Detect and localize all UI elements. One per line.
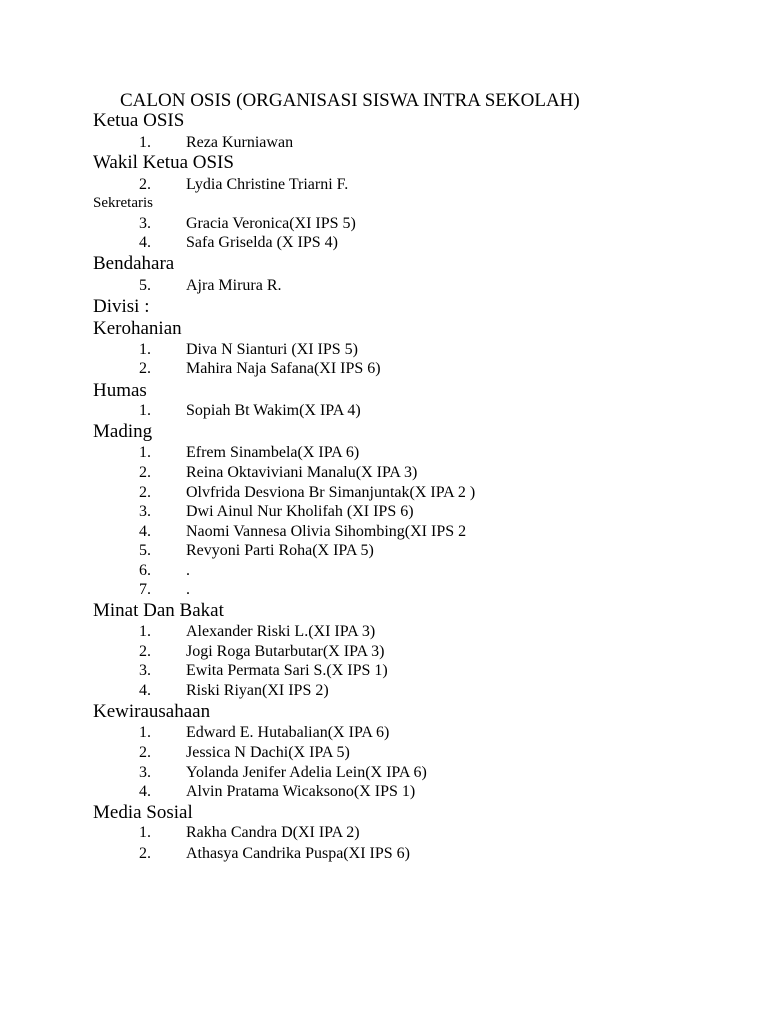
section-heading: Minat Dan Bakat [93,600,224,621]
candidate-name: Ewita Permata Sari S.(X IPS 1) [186,662,388,679]
candidate-name: Athasya Candrika Puspa(XI IPS 6) [186,845,410,862]
section-heading: Divisi : [93,296,150,317]
section-heading: Media Sosial [93,802,193,823]
item-number: 3. [139,503,151,520]
item-number: 4. [139,783,151,800]
candidate-name: Alexander Riski L.(XI IPA 3) [186,623,376,640]
candidate-name: Mahira Naja Safana(XI IPS 6) [186,360,381,377]
item-number: 1. [139,623,151,640]
section-heading: Wakil Ketua OSIS [93,152,234,173]
candidate-name: Revyoni Parti Roha(X IPA 5) [186,542,374,559]
section-heading: Bendahara [93,253,175,274]
candidate-name: Riski Riyan(XI IPS 2) [186,682,329,699]
candidate-name: Olvfrida Desviona Br Simanjuntak(X IPA 2 ) [186,484,476,501]
item-number: 3. [139,215,151,232]
candidate-name: Ajra Mirura R. [186,277,282,294]
item-number: 2. [139,176,151,193]
candidate-name: Gracia Veronica(XI IPS 5) [186,215,356,232]
candidate-name: Naomi Vannesa Olivia Sihombing(XI IPS 2 [186,523,467,540]
section-heading: Ketua OSIS [93,110,185,131]
candidate-name: Sopiah Bt Wakim(X IPA 4) [186,402,361,419]
item-number: 5. [139,542,151,559]
item-number: 2. [139,360,151,377]
candidate-name: Reza Kurniawan [186,134,294,151]
candidate-name: Yolanda Jenifer Adelia Lein(X IPA 6) [186,764,427,781]
item-number: 1. [139,134,151,151]
item-number: 6. [139,562,151,579]
candidate-name: . [186,581,190,598]
section-heading: Humas [93,380,147,401]
item-number: 2. [139,744,151,761]
candidate-name: Jessica N Dachi(X IPA 5) [186,744,350,761]
candidate-name: Safa Griselda (X IPS 4) [186,234,338,251]
candidate-name: Rakha Candra D(XI IPA 2) [186,824,360,841]
section-heading: Kerohanian [93,318,182,339]
candidate-name: Edward E. Hutabalian(X IPA 6) [186,724,390,741]
candidate-name: . [186,562,190,579]
candidate-name: Diva N Sianturi (XI IPS 5) [186,341,358,358]
item-number: 3. [139,662,151,679]
item-number: 1. [139,402,151,419]
item-number: 3. [139,764,151,781]
item-number: 4. [139,523,151,540]
item-number: 2. [139,464,151,481]
item-number: 2. [139,484,151,501]
item-number: 2. [139,845,151,862]
item-number: 5. [139,277,151,294]
item-number: 1. [139,824,151,841]
candidate-name: Alvin Pratama Wicaksono(X IPS 1) [186,783,416,800]
item-number: 7. [139,581,151,598]
candidate-name: Lydia Christine Triarni F. [186,176,349,193]
item-number: 2. [139,643,151,660]
item-number: 1. [139,444,151,461]
item-number: 4. [139,682,151,699]
section-heading: Kewirausahaan [93,701,211,722]
document-title: CALON OSIS (ORGANISASI SISWA INTRA SEKOLAH) [120,90,580,111]
candidate-name: Reina Oktaviviani Manalu(X IPA 3) [186,464,418,481]
candidate-name: Efrem Sinambela(X IPA 6) [186,444,360,461]
item-number: 1. [139,341,151,358]
item-number: 4. [139,234,151,251]
section-heading: Sekretaris [93,195,153,211]
item-number: 1. [139,724,151,741]
candidate-name: Dwi Ainul Nur Kholifah (XI IPS 6) [186,503,414,520]
candidate-name: Jogi Roga Butarbutar(X IPA 3) [186,643,385,660]
section-heading: Mading [93,421,153,442]
